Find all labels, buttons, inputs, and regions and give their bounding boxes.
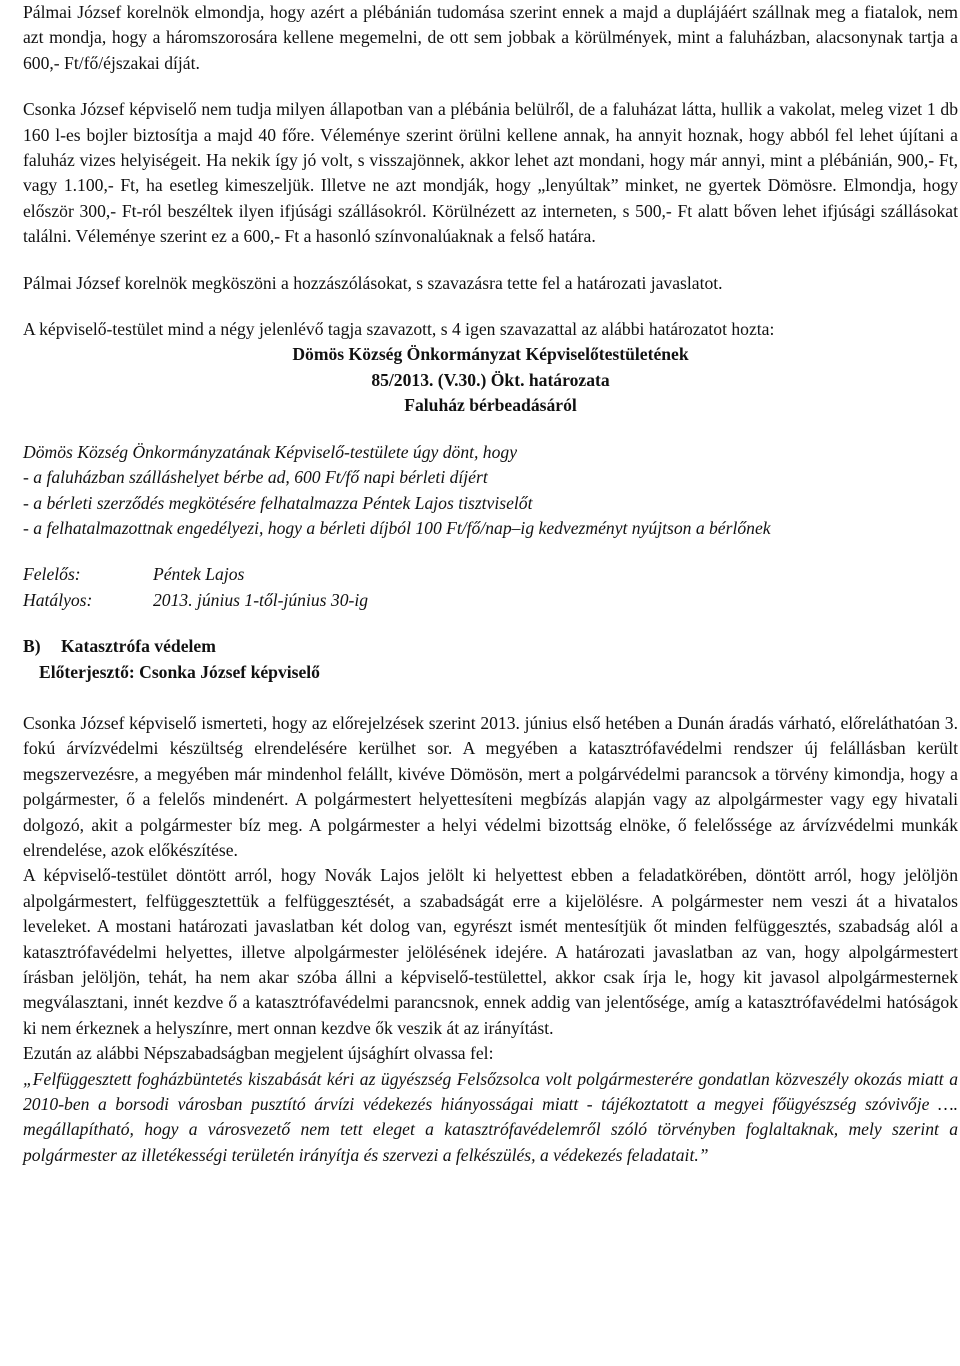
decision-item: - a felhatalmazottnak engedélyezi, hogy a bérleti díjból 100 Ft/fő/nap–ig kedvezményt nyújtson a bérlőnek: [23, 517, 771, 538]
section-heading: [23, 634, 958, 659]
news-quote: „Felfüggesztett fogházbüntetés kiszabását kéri az ügyészség Felsőzsolca volt polgármesterére gondatlan közveszély okozás miatt a 2010-ben a borsodi városban pusztító árvízi védekezés hiányosságai miatt - tájékoztatott a megyei főügyészség szóvivője …. megállapítható, hogy a városvezető nem tett eleget a katasztrófavédelemről szóló törvényben foglaltaknak, mely szerint a polgármester az illetékességi területén irányítja és szervezi a felkészülés, a védekezés feladatait.”: [23, 1068, 958, 1165]
paragraph-korelnok-vote-call: Pálmai József korelnök megköszöni a hozzászólásokat, s szavazásra tette fel a határozati javaslatot.: [23, 272, 723, 293]
paragraph-vote-result: A képviselő-testület mind a négy jelenlévő tagja szavazott, s 4 igen szavazattal az alábbi határozatot hozta:: [23, 319, 775, 340]
decision-item: - a faluházban szálláshelyet bérbe ad, 600 Ft/fő napi bérleti díjért: [23, 467, 488, 488]
decision-intro: Dömös Község Önkormányzatának Képviselő-testülete úgy dönt, hogy: [23, 441, 518, 462]
effective-row: [23, 588, 958, 613]
resolution-meta: [23, 562, 958, 613]
section-presenter: Előterjesztő: Csonka József képviselő: [39, 661, 320, 682]
paragraph-csonka-comment: Csonka József képviselő nem tudja milyen állapotban van a plébánia belülről, de a faluházat látta, hullik a vakolat, meleg vizet 1 db 160 l-es bojler biztosítja a majd 40 főre. Véleménye szerint örülni kellene annak, ha annyit hoznak, hogy abból fel lehet újítani a faluház vizes helyiségeit. Ha nekik így jó volt, s visszajönnek, akkor lehet azt mondani, hogy már annyi, mint a plébánián, 900,- Ft, vagy 1.100,- Ft, ha esetleg kimeszeljük. Illetve ne azt mondják, hogy „lenyúltak” minket, ne gyertek Dömösre. Elmondja, hogy először 300,- Ft-ról beszéltek ilyen ifjúsági szállásokról. Körülnézett az interneten, s 500,- Ft alatt bőven lehet ifjúsági szállásokat találni. Véleménye szerint ez a 600,- Ft a hasonló színvonalúaknak a felső határa.: [23, 99, 958, 247]
responsible-label: Felelős:: [23, 564, 81, 585]
responsible-value: Péntek Lajos: [153, 564, 245, 585]
paragraph-news-intro: Ezután az alábbi Népszabadságban megjelent újsághírt olvassa fel:: [23, 1043, 494, 1064]
resolution-body: [23, 440, 958, 542]
paragraph-flood-warning: Csonka József képviselő ismerteti, hogy az előrejelzések szerint 2013. június első hetében a Dunán áradás várható, előreláthatóan 3. fokú árvízvédelmi készültség elrendelésére kerülhet sor. A megyében a katasztrófavédelmi rendszer új felállásban került megszervezésre, a megyében már mindenhol felállt, kivéve Dömösön, mert a polgárvédelmi parancsok a törvény kimondja, hogy a polgármester, ő a felelős mindenért. A polgármestert helyettesíteni megbízás alapján vagy az alpolgármester vagy egy hivatali dolgozó, akit a polgármester bíz meg. A polgármester a helyi védelmi bizottság elnöke, ő felelőssége az árvízvédelmi munkák elrendelése, azok előkészítése.: [23, 712, 958, 860]
resolution-title-line-1: Dömös Község Önkormányzat Képviselőtestületének: [292, 344, 689, 365]
effective-label: Hatályos:: [23, 589, 93, 610]
section-letter: B): [23, 636, 41, 657]
responsible-row: [23, 562, 958, 587]
resolution-title-line-3: Faluház bérbeadásáról: [404, 395, 577, 416]
paragraph-korelnok-comment: Pálmai József korelnök elmondja, hogy azért a plébánián tudomása szerint ennek a majd a duplájáért szállnak meg a fiatalok, nem azt mondja, hogy a háromszorosára kellene megemelni, de ott sem jobbak a körülmények, mint a faluházban, alacsonynak tartja a 600,- Ft/fő/éjszakai díját.: [23, 2, 958, 73]
paragraph-council-decision: A képviselő-testület döntött arról, hogy Novák Lajos jelölt ki helyettest ebben a feladatkörében, döntött arról, hogy jelöljön alpolgármestert, felfüggesztettük a felfüggesztését, a szabadságát erre a kijelölésre. A polgármester nem veszi át a hivatalos leveleket. A mostani határozati javaslatban két dolog van, egyrészt ismét mentesítjük őt minden felfüggesztés, szabadság alól a katasztrófavédelmi helyettes, illetve alpolgármester jelölésének idejére. A határozati javaslatban az van, hogy alpolgármestert írásban jelöljön, tehát, ha nem akar szóba állni a képviselő-testülettel, akkor csak írja le, hogy kit javasol alpolgármesternek megválasztani, innét kezdve ő a katasztrófavédelmi parancsnok, ennek addig van jelentősége, amíg a katasztrófavédelmi hatóságok ki nem érkeznek a helyszínre, mert onnan kezdve ők veszik át az irányítást.: [23, 865, 958, 1038]
decision-item: - a bérleti szerződés megkötésére felhatalmazza Péntek Lajos tisztviselőt: [23, 492, 533, 513]
effective-value: 2013. június 1-től-június 30-ig: [153, 589, 369, 610]
section-title: Katasztrófa védelem: [61, 636, 216, 657]
document-page: [23, 0, 958, 1168]
resolution-title: [23, 342, 958, 418]
resolution-title-line-2: 85/2013. (V.30.) Ökt. határozata: [371, 369, 610, 390]
section-b: [23, 634, 958, 685]
